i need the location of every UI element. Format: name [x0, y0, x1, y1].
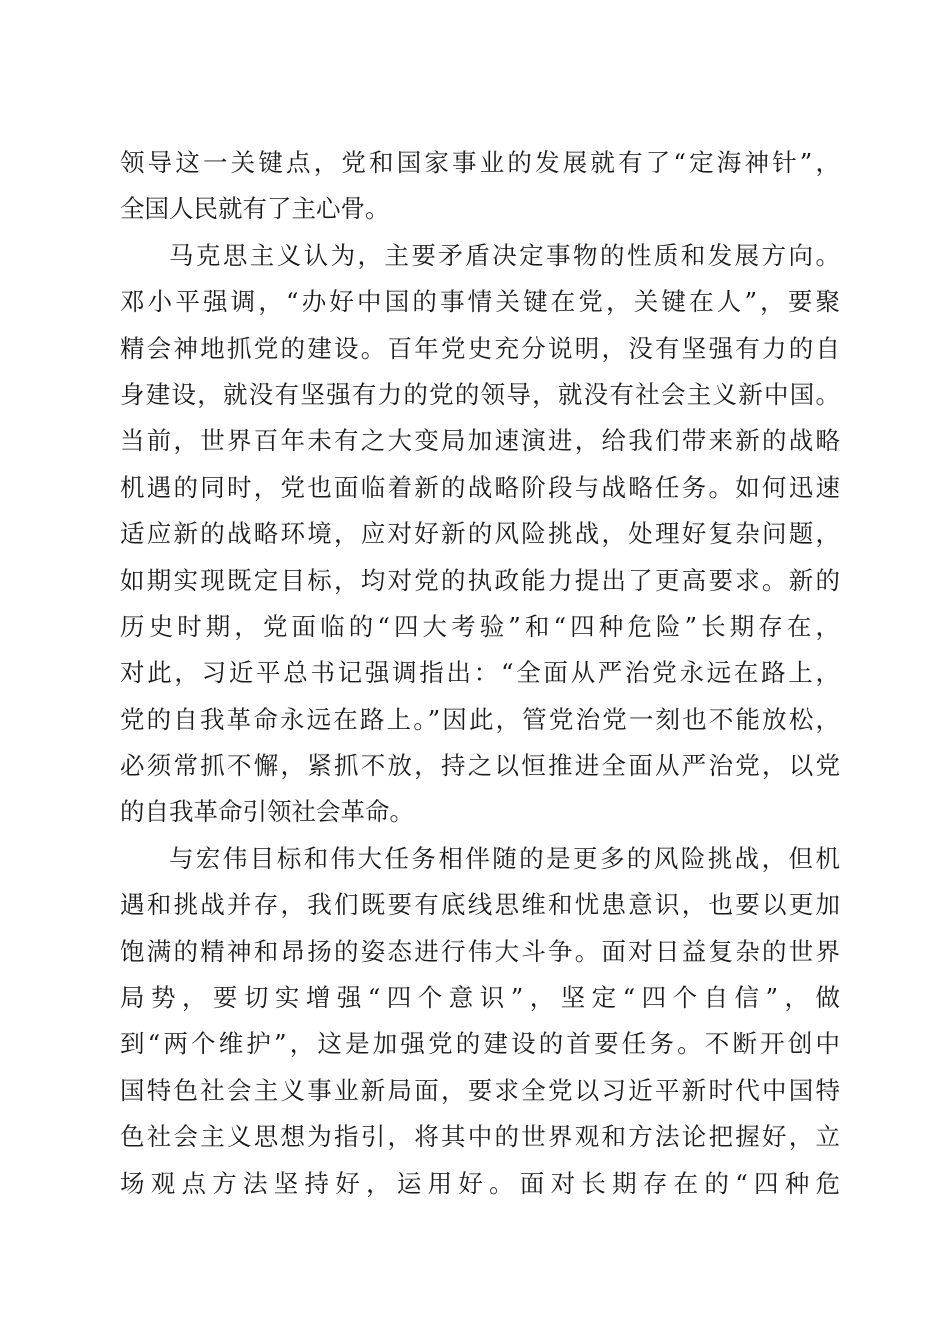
- text-line: 到“两个维护”，这是加强党的建设的首要任务。不断开创中: [120, 1029, 840, 1059]
- text-line: 色社会主义思想为指引，将其中的世界观和方法论把握好，立: [120, 1122, 840, 1152]
- text-line: 必须常抓不懈，紧抓不放，持之以恒推进全面从严治党，以党: [120, 751, 840, 781]
- text-line: 与宏伟目标和伟大任务相伴随的是更多的风险挑战，但机: [169, 843, 840, 873]
- text-line: 领导这一关键点，党和国家事业的发展就有了“定海神针”，: [120, 148, 840, 177]
- text-line: 饱满的精神和昂扬的姿态进行伟大斗争。面对日益复杂的世界: [120, 936, 840, 966]
- text-line: 党的自我革命永远在路上。”因此，管党治党一刻也不能放松，: [120, 704, 840, 734]
- text-line: 如期实现既定目标，均对党的执政能力提出了更高要求。新的: [120, 565, 840, 595]
- text-line: 身建设，就没有坚强有力的党的领导，就没有社会主义新中国。: [120, 379, 840, 409]
- text-line: 全国人民就有了主心骨。: [120, 194, 390, 224]
- text-line: 当前，世界百年未有之大变局加速演进，给我们带来新的战略: [120, 426, 840, 456]
- text-line: 邓小平强调，“办好中国的事情关键在党，关键在人”，要聚: [120, 287, 840, 317]
- text-line: 适应新的战略环境，应对好新的风险挑战，处理好复杂问题，: [120, 519, 840, 549]
- text-line: 国特色社会主义事业新局面，要求全党以习近平新时代中国特: [120, 1075, 840, 1105]
- text-line: 历史时期，党面临的“四大考验”和“四种危险”长期存在，: [120, 611, 840, 641]
- text-line: 的自我革命引领社会革命。: [120, 797, 414, 827]
- text-line: 局势，要切实增强“四个意识”，坚定“四个自信”，做: [120, 983, 840, 1013]
- text-line: 场观点方法坚持好，运用好。面对长期存在的“四种危: [120, 1168, 840, 1198]
- text-line: 精会神地抓党的建设。百年党史充分说明，没有坚强有力的自: [120, 333, 840, 363]
- text-line: 遇和挑战并存，我们既要有底线思维和忧患意识，也要以更加: [120, 890, 840, 920]
- text-line: 马克思主义认为，主要矛盾决定事物的性质和发展方向。: [169, 240, 840, 270]
- text-line: 机遇的同时，党也面临着新的战略阶段与战略任务。如何迅速: [120, 472, 840, 502]
- document-body: [120, 140, 840, 1207]
- text-line: 对此，习近平总书记强调指出：“全面从严治党永远在路上，: [120, 658, 840, 688]
